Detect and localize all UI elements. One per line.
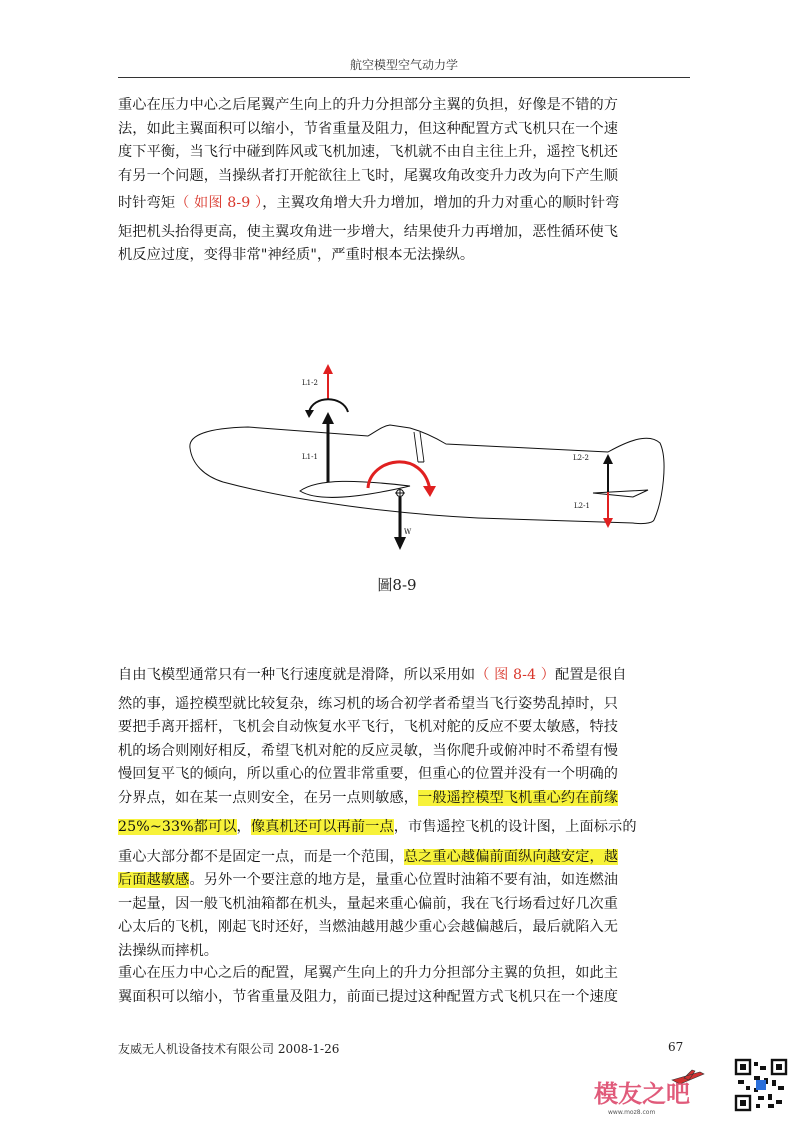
lift-arrowhead-l1-1 bbox=[322, 412, 334, 424]
text-line: 心太后的飞机，刚起飞时还好，当燃油越用越少重心会越偏越后，最后就陷入无 bbox=[118, 919, 619, 935]
text-segment: ， bbox=[236, 819, 251, 835]
highlighted-text: 后面越敏感 bbox=[118, 872, 190, 888]
moment-arc-black bbox=[309, 399, 348, 412]
paragraph-1 bbox=[118, 94, 688, 268]
highlighted-text: 总之重心越偏前面纵向越安定，越 bbox=[403, 848, 619, 865]
text-line: 机反应过度，变得非常"神经质"，严重时根本无法操纵。 bbox=[118, 247, 475, 263]
paragraph-3 bbox=[118, 962, 688, 1009]
label-l2-1: L2-1 bbox=[574, 502, 590, 510]
text-line bbox=[118, 787, 688, 811]
text-segment: 重心大部分都不是固定一点，而是一个范围， bbox=[118, 848, 404, 865]
text-line: 度下平衡，当飞行中碰到阵风或飞机加速，飞机就不由自主往上升，遥控飞机还 bbox=[118, 144, 619, 160]
figure-reference-link[interactable]: （ 如图 8-9 ） bbox=[175, 195, 263, 211]
lift-arrowhead-l2-2 bbox=[603, 454, 613, 464]
text-line: 机的场合则刚好相反，希望飞机对舵的反应灵敏，当你爬升或俯冲时不希望有慢 bbox=[118, 742, 619, 759]
text-line: 法操纵而摔机。 bbox=[118, 942, 219, 959]
text-segment: 时针弯矩 bbox=[118, 195, 176, 211]
moment-arc-head bbox=[305, 410, 314, 418]
moment-arc-red-head bbox=[423, 486, 436, 497]
lift-arrowhead-l1-2 bbox=[323, 364, 333, 374]
running-header: 航空模型空气动力学 bbox=[349, 58, 458, 72]
moment-arc-red bbox=[368, 462, 430, 490]
text-segment: 。另外一个要注意的地方是，量重心位置时油箱不要有油，如连燃油 bbox=[189, 872, 619, 888]
text-segment: ，主翼攻角增大升力增加，增加的升力对重心的顺时针弯 bbox=[262, 195, 620, 211]
header-divider bbox=[118, 77, 690, 78]
text-line: 重心在压力中心之后尾翼产生向上的升力分担部分主翼的负担，好像是不错的方 bbox=[118, 97, 619, 113]
text-line: 有另一个问题，当操纵者打开舵欲往上飞时，尾翼攻角改变升力改为向下产生顺 bbox=[118, 167, 619, 184]
watermark-brand: 模友之吧 bbox=[594, 1080, 690, 1108]
text-line: 重心在压力中心之后的配置，尾翼产生向上的升力分担部分主翼的负担，如此主 bbox=[118, 965, 619, 981]
label-l1-1: L1-1 bbox=[302, 453, 318, 461]
qr-code-icon[interactable] bbox=[734, 1058, 788, 1112]
airplane-cg-diagram bbox=[178, 360, 678, 560]
figure-caption: 圖8-9 bbox=[377, 576, 417, 594]
highlighted-text: 一般遥控模型飞机重心约在前缘 bbox=[418, 789, 619, 806]
text-line: 然的事，遥控模型就比较复杂，练习机的场合初学者希望当飞行姿势乱掉时，只 bbox=[118, 695, 619, 712]
text-line bbox=[118, 192, 688, 216]
text-line: 要把手离开摇杆，飞机会自动恢复水平飞行，飞机对舵的反应不要太敏感，特技 bbox=[118, 719, 619, 735]
text-line bbox=[118, 846, 688, 870]
text-segment: 分界点，如在某一点则安全，在另一点则敏感， bbox=[118, 789, 419, 806]
paragraph-2 bbox=[118, 664, 688, 963]
lift-arrowhead-l2-1 bbox=[603, 518, 613, 528]
tail-plane bbox=[593, 490, 648, 497]
watermark-url: www.moz8.com bbox=[608, 1109, 656, 1116]
text-line: 翼面积可以缩小，节省重量及阻力，前面已提过这种配置方式飞机只在一个速度 bbox=[118, 988, 619, 1005]
fuselage-outline bbox=[190, 425, 664, 524]
text-segment: ，市售遥控飞机的设计图，上面标示的 bbox=[393, 819, 637, 835]
canopy-frame bbox=[414, 432, 424, 462]
text-line bbox=[118, 869, 688, 893]
text-line: 慢回复平飞的倾向，所以重心的位置非常重要，但重心的位置并没有一个明确的 bbox=[118, 766, 619, 782]
text-line bbox=[118, 816, 688, 840]
text-line: 法，如此主翼面积可以缩小，节省重量及阻力，但这种配置方式飞机只在一个速 bbox=[118, 120, 619, 137]
text-segment: 配置是很自 bbox=[555, 667, 627, 683]
highlighted-text: 25%~33%都可以 bbox=[118, 819, 237, 835]
text-segment: 自由飞模型通常只有一种飞行速度就是滑降，所以采用如 bbox=[118, 667, 476, 683]
weight-arrowhead bbox=[394, 537, 406, 550]
page-number: 67 bbox=[668, 1040, 684, 1054]
wing-airfoil bbox=[300, 481, 410, 497]
watermark-logo bbox=[588, 1060, 708, 1120]
label-l1-2: L1-2 bbox=[302, 379, 318, 387]
highlighted-text: 像真机还可以再前一点 bbox=[250, 819, 394, 835]
figure-reference-link[interactable]: （ 图 8-4 ） bbox=[475, 667, 556, 683]
text-line: 一起量，因一般飞机油箱都在机头，量起来重心偏前，我在飞行场看过好几次重 bbox=[118, 895, 619, 912]
footer-company: 友威无人机设备技术有限公司 2008-1-26 bbox=[118, 1042, 340, 1056]
label-w: W bbox=[404, 528, 412, 536]
text-line: 矩把机头抬得更高，使主翼攻角进一步增大，结果使升力再增加，恶性循环使飞 bbox=[118, 223, 619, 240]
label-l2-2: L2-2 bbox=[573, 454, 589, 462]
text-line bbox=[118, 664, 688, 688]
